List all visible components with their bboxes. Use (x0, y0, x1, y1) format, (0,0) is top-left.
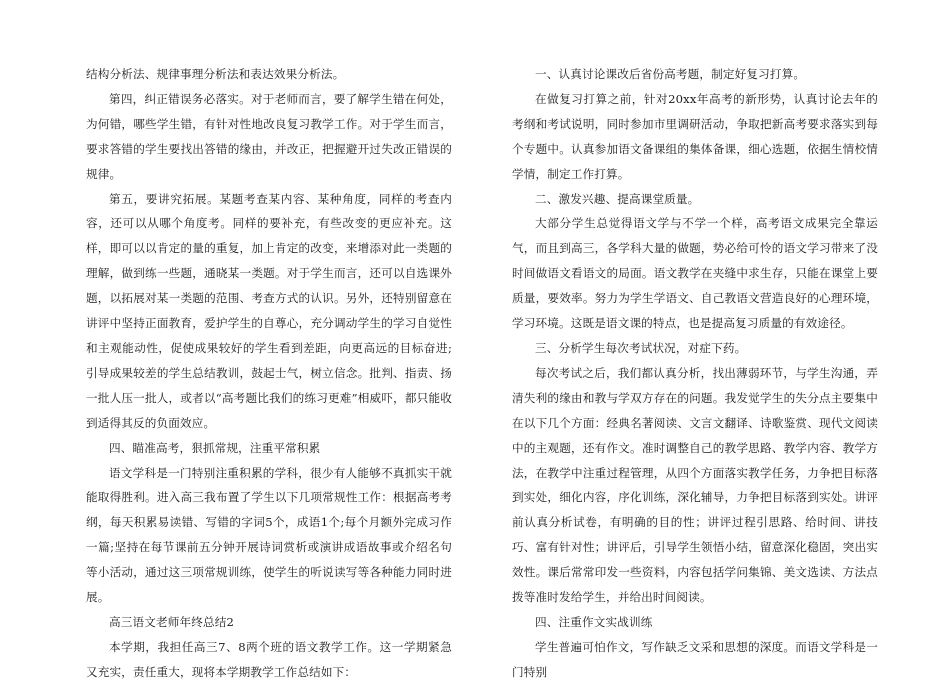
paragraph: 学生普遍可怕作文，写作缺乏文采和思想的深度。而语文学科是一门特别 (512, 639, 878, 679)
paragraph: 结构分析法、规律事理分析法和表达效果分析法。 (86, 67, 345, 81)
paragraph: 第五，要讲究拓展。某题考查某内容、某种角度，同样的考查内容，还可以从哪个角度考。同样的要补充，有些改变的更应补充。这样，即可以以肯定的量的重复，加上肯定的改变，来增添对此一类题的理解，做到练一些题，通晓某一类题。对于学生而言，还可以自选课外题，以拓展对某一类题的范围、考查方式的认识。另外，还特别留意在讲评中坚持正面教育，爱护学生的自尊心，充分调动学生的学习自觉性和主观能动性，促使成果较好的学生看到差距，向更高远的目标奋进;引导成果较差的学生总结教训，鼓起士气，树立信念。批判、指责、扬一批人压一批人，或者以“高考题比我们的练习更难”相威吓，都只能收到适得其反的负面效应。 (86, 191, 452, 430)
paragraph: 在做复习打算之前，针对20xx年高考的新形势，认真讨论去年的考纲和考试说明，同时参加市里调研活动，争取把新高考要求落实到每个专题中。认真参加语文备课组的集体备课，细心选题，依据生情校情学情，制定工作打算。 (512, 91, 878, 181)
paragraph: 语文学科是一门特别注重积累的学科，很少有人能够不真抓实干就能取得胜利。进入高三我布置了学生以下几项常规性工作：根据高考考纲，每天积累易读错、写错的字词5个，成语1个;每个月额外完成习作一篇;坚持在每节课前五分钟开展诗词赏析或演讲成语故事或介绍名句等小活动，通过这三项常规训练，使学生的听说读写等各种能力同时进展。 (86, 465, 452, 605)
section-heading: 三、分析学生每次考试状况，对症下药。 (535, 340, 747, 355)
section-title: 高三语文老师年终总结2 (109, 614, 234, 629)
left-column (86, 62, 452, 685)
paragraph: 本学期，我担任高三7、8两个班的语文教学工作。这一学期紧急又充实，责任重大，现将本学期教学工作总结如下： (86, 639, 452, 679)
right-column (512, 62, 878, 685)
section-heading: 一、认真讨论课改后省份高考题，制定好复习打算。 (535, 67, 806, 81)
paragraph: 第四，纠正错误务必落实。对于老师而言，要了解学生错在何处，为何错，哪些学生错，有针对性地改良复习教学工作。对于学生而言，要求答错的学生要找出答错的缘由，并改正，把握避开过失改正错误的规律。 (86, 91, 452, 181)
paragraph: 每次考试之后，我们都认真分析，找出薄弱环节，与学生沟通，弄清失利的缘由和教与学双方存在的问题。我发觉学生的失分点主要集中在以下几个方面：经典名著阅读、文言文翻译、诗歌鉴赏、现代文阅读中的主观题，还有作文。准时调整自己的教学思路、教学内容、教学方法，在教学中注重过程管理，从四个方面落实教学任务，力争把目标落到实处，细化内容，序化训练，深化辅导，力争把目标落到实处。讲评前认真分析试卷，有明确的目的性；讲评过程引思路、给时间、讲技巧、富有针对性；讲评后，引导学生领悟小结，留意深化稳固，突出实效性。课后常常印发一些资料，内容包括学问集锦、美文选读、方法点拨等准时发给学生，并给出时间阅读。 (512, 365, 878, 605)
paragraph: 大部分学生总觉得语文学与不学一个样，高考语文成果完全靠运气，而且到高三，各学科大量的做题，势必给可怜的语文学习带来了没时间做语文看语文的局面。语文教学在夹缝中求生存，只能在课堂上要质量，要效率。努力为学生学语文、自己教语文营造良好的心理环境，学习环境。这既是语文课的特点，也是提高复习质量的有效途径。 (512, 216, 878, 331)
section-heading: 二、激发兴趣、提高课堂质量。 (535, 191, 700, 206)
section-heading: 四、注重作文实战训练 (535, 614, 653, 629)
section-heading: 四、瞄准高考，狠抓常规，注重平常积累 (109, 440, 321, 455)
